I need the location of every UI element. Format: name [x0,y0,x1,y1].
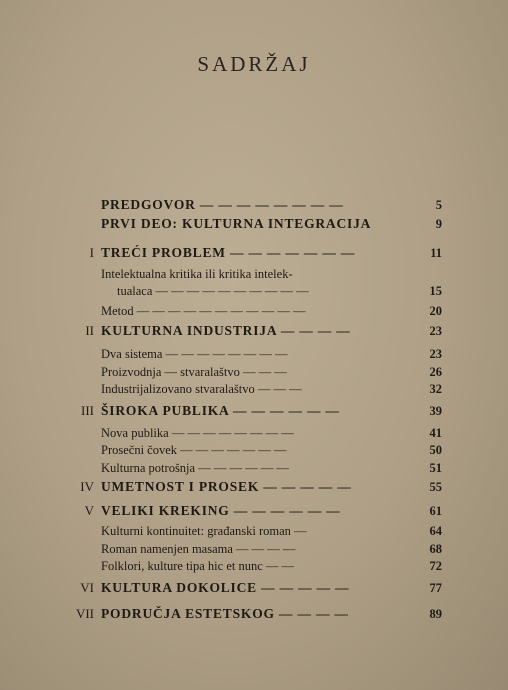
leader-dashes: — — — — — — — [180,443,287,457]
chapter-number: VII [75,606,94,621]
toc-entry [101,442,286,458]
page-number: 15 [429,284,442,298]
page-number: 9 [435,217,442,231]
leader-dashes: — [294,524,307,538]
toc-entry [117,283,309,299]
page-number: 50 [429,443,442,457]
page-number: 32 [429,382,442,396]
toc-entry [101,216,371,232]
entry-title: VELIKI KREKING [101,503,230,518]
leader-dashes: — — — — — [261,580,350,595]
leader-dashes: — — — — — — [233,503,341,518]
entry-title: Roman namenjen masama [101,542,233,556]
page-number: 64 [429,524,442,538]
chapter-number: V [84,503,94,518]
toc-entry [101,606,349,622]
entry-title: Prosečni čovek [101,443,178,457]
leader-dashes: — — — [243,365,287,379]
leader-dashes: — — — — — — — — [165,347,288,361]
toc-entry [101,523,307,539]
leader-dashes: — — — — — [263,479,352,494]
toc-entry [101,425,294,441]
entry-title: Proizvodnja — stvaralaštvo [101,365,240,379]
entry-title: KULTURA DOKOLICE [101,580,257,595]
page-number: 77 [429,581,442,595]
entry-title: Folklori, kulture tipa hic et nunc [101,559,263,573]
toc-entry [101,197,344,213]
toc-entry [101,479,352,495]
leader-dashes: — — — — — — [198,461,289,475]
page-number: 72 [429,559,442,573]
toc-entry [101,580,349,596]
page-number: 11 [430,246,442,260]
toc-entry [101,266,293,282]
entry-title: PODRUČJA ESTETSKOG [101,606,275,621]
toc-entry [101,541,295,557]
leader-dashes: — — [265,559,295,573]
leader-dashes: — — — — — — — — — — [155,284,309,298]
entry-title: Intelektualna kritika ili kritika intelek- [101,267,293,281]
page-number: 61 [429,504,442,518]
entry-title: ŠIROKA PUBLIKA [101,403,229,418]
entry-title: UMETNOST I PROSEK [101,479,260,494]
page-number: 26 [429,365,442,379]
page-number: 41 [429,426,442,440]
page-number: 51 [429,461,442,475]
leader-dashes: — — — — — — — — [199,197,344,212]
leader-dashes: — — — — [280,323,351,338]
leader-dashes: — — — — [236,542,296,556]
entry-title: Dva sistema [101,347,163,361]
entry-title: Kulturna potrošnja [101,461,196,475]
entry-title: Kulturni kontinuitet: građanski roman [101,524,291,538]
page-number: 68 [429,542,442,556]
toc-entry [101,364,287,380]
entry-title: KULTURNA INDUSTRIJA [101,323,277,338]
toc-entry [101,245,355,261]
entry-title: TREĆI PROBLEM [101,245,226,260]
page-number: 23 [429,324,442,338]
page-number: 5 [435,198,442,212]
toc-entry [101,558,294,574]
page-number: 20 [429,304,442,318]
toc-entry [101,403,340,419]
page-number: 55 [429,480,442,494]
entry-title: Industrijalizovano stvaralaštvo [101,382,255,396]
leader-dashes: — — — — [279,606,349,621]
chapter-number: III [81,403,94,418]
toc-entry [101,381,302,397]
page-number: 89 [429,607,442,621]
page-number: 23 [429,347,442,361]
leader-dashes: — — — — — — — — [171,426,294,440]
toc-entry [101,323,351,339]
toc-entry [101,303,306,319]
toc-entry [101,503,340,519]
chapter-number: I [89,245,94,260]
toc-entry [101,346,287,362]
entry-title: Metod [101,304,134,318]
chapter-number: VI [80,580,94,595]
chapter-number: IV [80,479,94,494]
leader-dashes: — — — — — — — — — — — [136,304,306,318]
chapter-number: II [85,323,94,338]
leader-dashes: — — — [257,382,302,396]
leader-dashes: — — — — — — — [229,245,356,260]
toc-entry [101,460,289,476]
leader-dashes: — — — — — — [233,403,340,418]
page-number: 39 [429,404,442,418]
entry-title: PREDGOVOR [101,197,196,212]
entry-title: Nova publika [101,426,169,440]
entry-title: tualaca [117,284,153,298]
page-title: SADRŽAJ [197,52,311,76]
entry-title: PRVI DEO: KULTURNA INTEGRACIJA [101,216,372,231]
